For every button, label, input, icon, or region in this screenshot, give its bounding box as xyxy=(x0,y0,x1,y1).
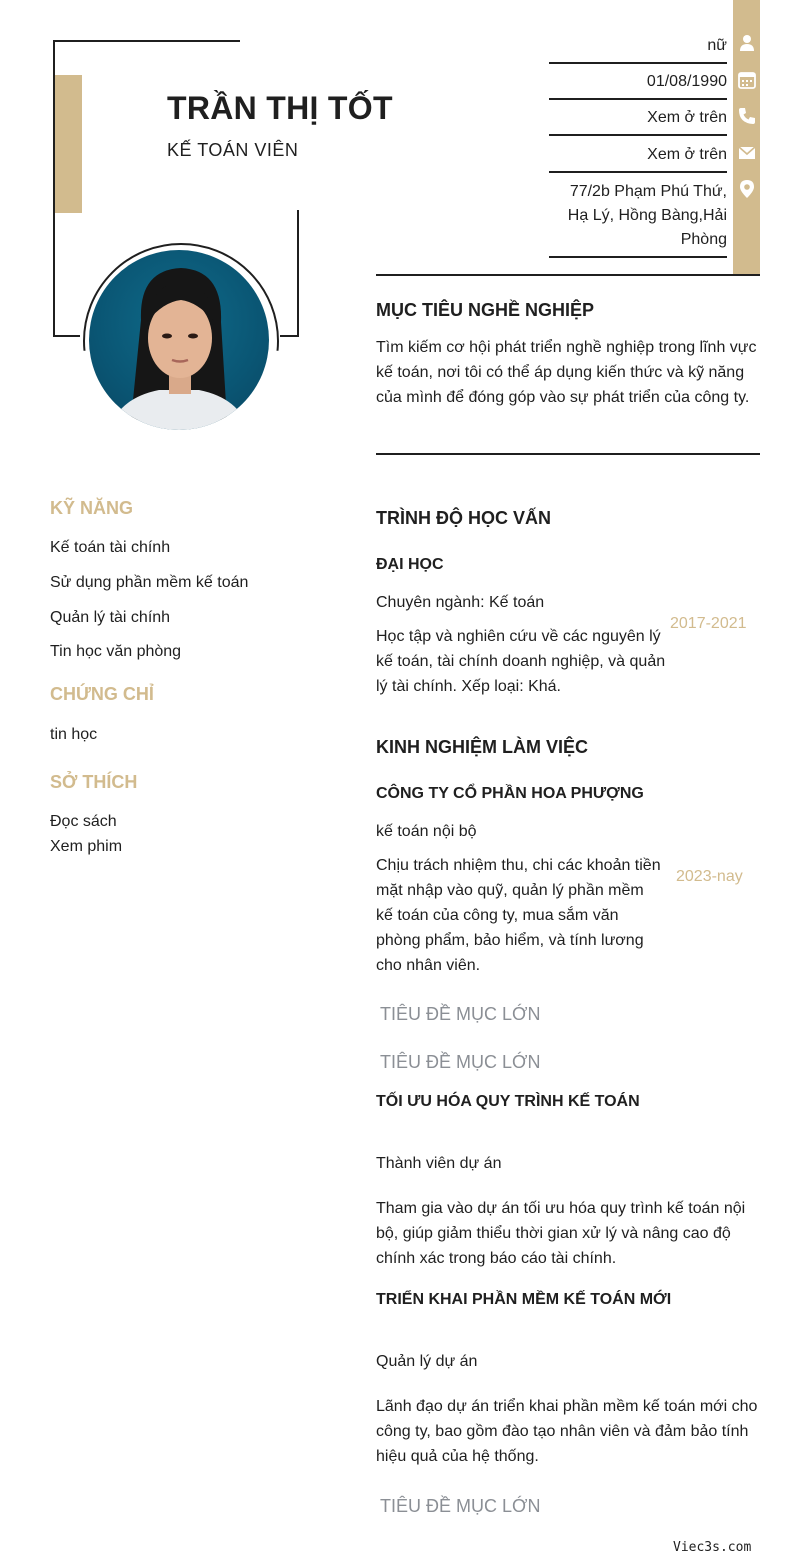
experience-description: Chịu trách nhiệm thu, chi các khoản tiền mặt nhập vào quỹ, quản lý phần mềm kế toán của công ty, mua sắm văn phòng phẩm, bảo hiểm, và tính lương cho nhân viên. xyxy=(376,857,661,974)
skill-item: Tin học văn phòng xyxy=(50,643,182,660)
contact-birthday: 01/08/1990 xyxy=(549,70,727,100)
skill-item: Sử dụng phần mềm kế toán xyxy=(50,574,249,591)
contact-email: Xem ở trên xyxy=(549,143,727,173)
divider-objective xyxy=(376,453,760,455)
phone-icon xyxy=(737,106,757,126)
job-title: KẾ TOÁN VIÊN xyxy=(167,140,299,160)
skill-item: Kế toán tài chính xyxy=(50,539,171,556)
education-period: 2017-2021 xyxy=(670,615,747,632)
education-title: TRÌNH ĐỘ HỌC VẤN xyxy=(376,508,551,528)
project-role: Quản lý dự án xyxy=(376,1353,478,1370)
objective-text: Tìm kiếm cơ hội phát triển nghề nghiệp trong lĩnh vực kế toán, nơi tôi có thể áp dụng kiến thức và kỹ năng của mình để đóng góp vào sự phát triển của công ty. xyxy=(376,339,757,406)
hobbies-title: SỞ THÍCH xyxy=(50,772,138,792)
experience-position: kế toán nội bộ xyxy=(376,823,477,840)
contact-phone: Xem ở trên xyxy=(549,106,727,136)
contact-address: 77/2b Phạm Phú Thứ, Hạ Lý, Hồng Bàng,Hải Phòng xyxy=(549,180,727,258)
certificate-item: tin học xyxy=(50,726,98,743)
skills-title: KỸ NĂNG xyxy=(50,498,134,518)
candidate-name: TRẦN THỊ TỐT xyxy=(167,90,393,126)
education-school: ĐẠI HỌC xyxy=(376,556,444,573)
location-icon xyxy=(737,179,757,199)
watermark: Viec3s.com xyxy=(673,1540,752,1555)
placeholder-heading: TIÊU ĐỀ MỤC LỚN xyxy=(380,1496,541,1516)
experience-period: 2023-nay xyxy=(676,868,743,885)
divider-top xyxy=(376,274,760,276)
experience-title: KINH NGHIỆM LÀM VIỆC xyxy=(376,737,589,757)
accent-bar xyxy=(55,75,82,213)
education-description: Học tập và nghiên cứu về các nguyên lý kế toán, tài chính doanh nghiệp, và quản lý tài chính. Xếp loại: Khá. xyxy=(376,628,666,695)
avatar xyxy=(89,250,269,430)
placeholder-heading: TIÊU ĐỀ MỤC LỚN xyxy=(380,1052,541,1072)
certificates-title: CHỨNG CHỈ xyxy=(50,684,154,704)
skill-item: Quản lý tài chính xyxy=(50,609,171,626)
project-description: Tham gia vào dự án tối ưu hóa quy trình kế toán nội bộ, giúp giảm thiểu thời gian xử lý và nâng cao độ chính xác trong báo cáo tài chính. xyxy=(376,1200,746,1267)
person-icon xyxy=(737,33,757,53)
contact-gender: nữ xyxy=(549,34,727,64)
education-major: Chuyên ngành: Kế toán xyxy=(376,594,545,611)
placeholder-heading: TIÊU ĐỀ MỤC LỚN xyxy=(380,1004,541,1024)
project-description: Lãnh đạo dự án triển khai phần mềm kế toán mới cho công ty, bao gồm đào tạo nhân viên và đảm bảo tính hiệu quả của hệ thống. xyxy=(376,1398,758,1465)
project-title: TRIỂN KHAI PHẦN MỀM KẾ TOÁN MỚI xyxy=(376,1291,672,1308)
objective-title: MỤC TIÊU NGHỀ NGHIỆP xyxy=(376,300,595,320)
project-title: TỐI ƯU HÓA QUY TRÌNH KẾ TOÁN xyxy=(376,1093,640,1110)
project-role: Thành viên dự án xyxy=(376,1155,502,1172)
experience-company: CÔNG TY CỔ PHẦN HOA PHƯỢNG xyxy=(376,785,644,802)
calendar-icon xyxy=(737,70,757,90)
hobby-item: Xem phim xyxy=(50,838,123,855)
email-icon xyxy=(737,143,757,163)
hobby-item: Đọc sách xyxy=(50,813,117,830)
